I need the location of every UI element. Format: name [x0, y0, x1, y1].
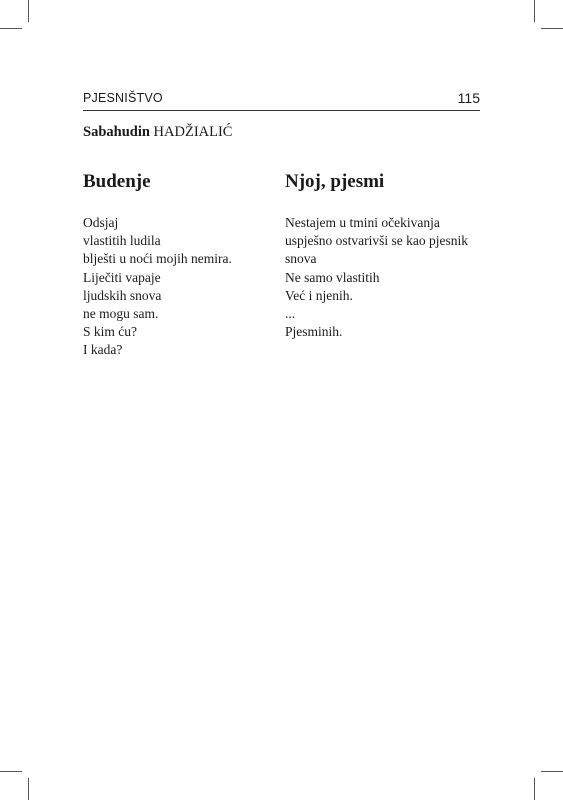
- running-head: [83, 90, 480, 111]
- poem-line: vlastitih ludila: [83, 233, 161, 249]
- poem-line: I kada?: [83, 342, 123, 358]
- crop-mark-bottom-left: [28, 778, 29, 800]
- poem-title: Budenje: [83, 171, 151, 192]
- poem-line: Pjesminih.: [285, 324, 343, 340]
- crop-mark-top-left-h: [0, 28, 22, 29]
- section-name: PJESNIŠTVO: [83, 91, 163, 105]
- poem-line: Odsjaj: [83, 215, 119, 230]
- author-first-name: Sabahudin: [83, 124, 150, 140]
- poem-line: uspješno ostvarivši se kao pjesnik: [285, 233, 468, 249]
- poem-lines: [83, 214, 273, 360]
- crop-mark-top-left: [28, 0, 29, 22]
- crop-mark-bottom-right-h: [541, 771, 563, 772]
- poem-lines: [285, 214, 495, 341]
- poem-title: Njoj, pjesmi: [285, 171, 385, 192]
- page-number: 115: [457, 90, 480, 106]
- poem-line: Ne samo vlastitih: [285, 269, 380, 285]
- poem-line: Nestajem u tmini očekivanja: [285, 215, 440, 230]
- poem-line: S kim ću?: [83, 324, 137, 340]
- poem-line: Liječiti vapaje: [83, 269, 161, 285]
- author-name: [83, 124, 232, 141]
- crop-mark-top-right-h: [541, 28, 563, 29]
- poem-budenje: [83, 170, 273, 360]
- poem-line: Već i njenih.: [285, 287, 353, 303]
- crop-mark-top-right: [534, 0, 535, 22]
- crop-mark-bottom-right: [534, 778, 535, 800]
- poem-line: snova: [285, 251, 317, 267]
- author-last-name: HADŽIALIĆ: [153, 124, 233, 140]
- poem-line: ljudskih snova: [83, 287, 162, 303]
- crop-mark-bottom-left-h: [0, 771, 22, 772]
- poem-njoj-pjesmi: [285, 170, 495, 341]
- poem-line: ...: [285, 306, 296, 322]
- poem-line: ne mogu sam.: [83, 306, 159, 322]
- poem-line: blješti u noći mojih nemira.: [83, 251, 232, 267]
